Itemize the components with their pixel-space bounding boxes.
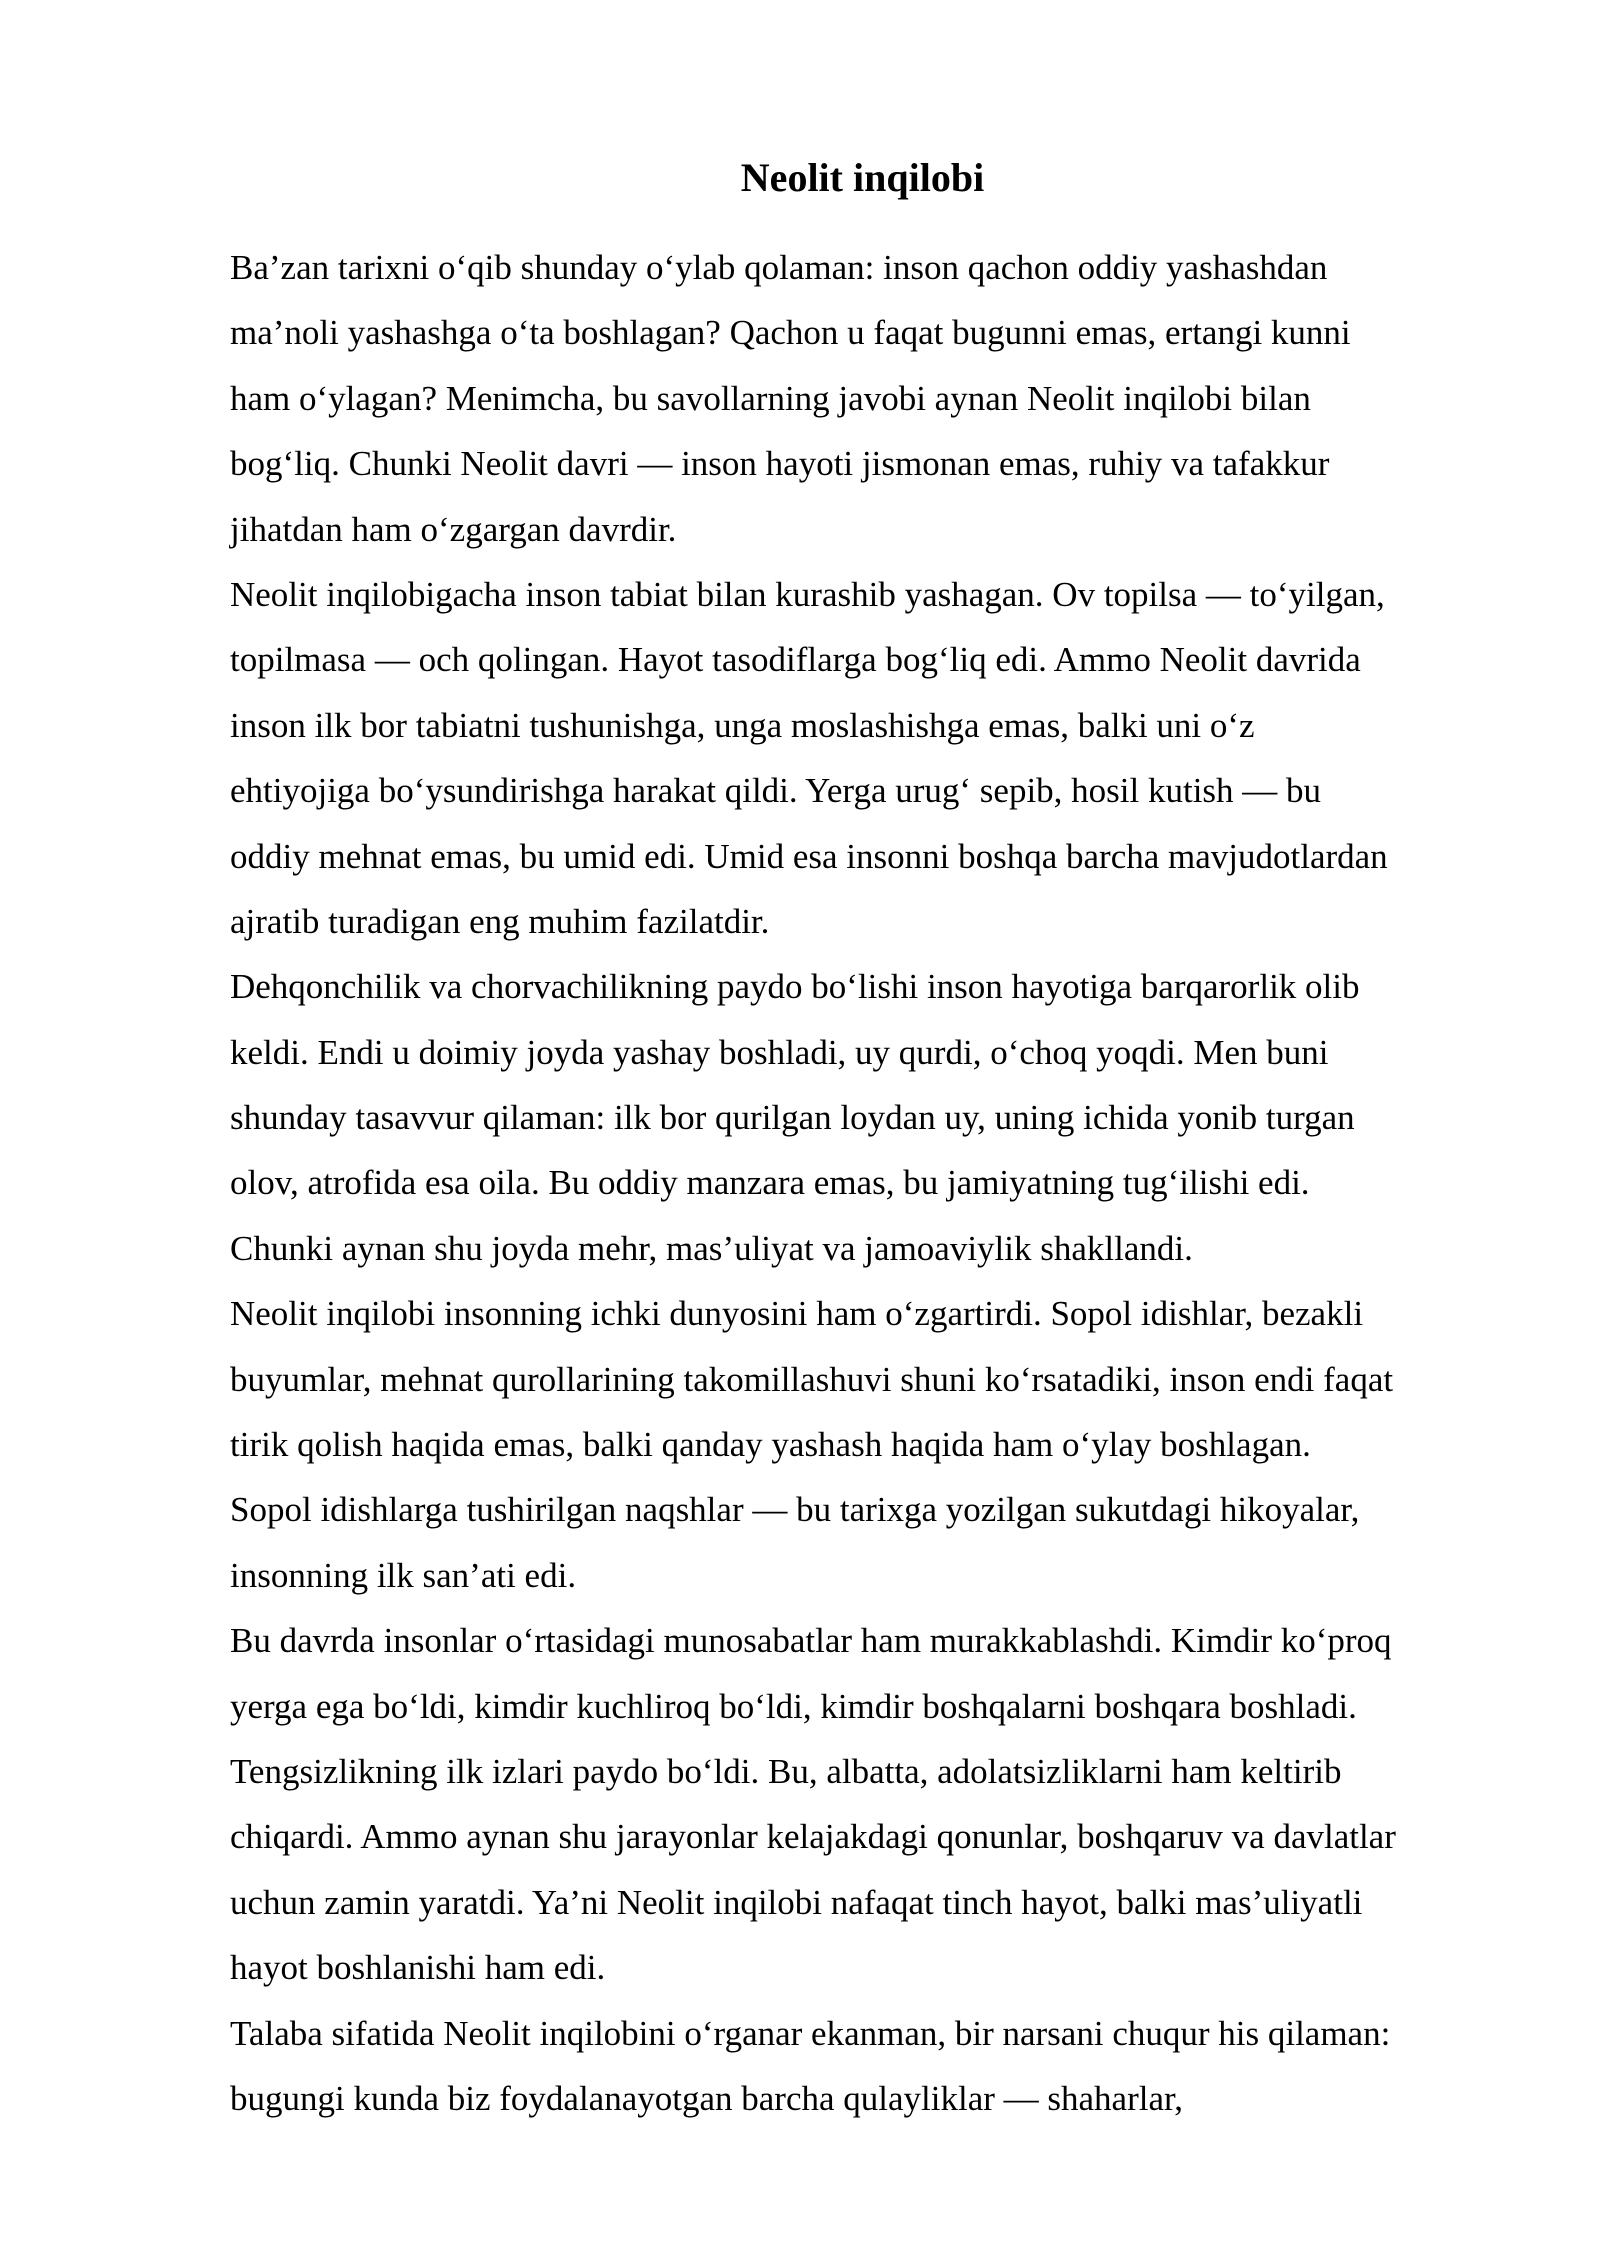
- text-line: topilmasa — och qolingan. Hayot tasodiflarga bog‘liq edi. Ammo Neolit davrida: [230, 640, 1361, 680]
- text-line: jihatdan ham o‘zgargan davrdir.: [230, 509, 677, 549]
- text-line: ham o‘ylagan? Menimcha, bu savollarning javobi aynan Neolit inqilobi bilan: [230, 378, 1311, 418]
- text-line: Neolit inqilobigacha inson tabiat bilan kurashib yashagan. Ov topilsa — to‘yilgan,: [230, 574, 1385, 614]
- text-line: oddiy mehnat emas, bu umid edi. Umid esa insonni boshqa barcha mavjudotlardan: [230, 836, 1388, 876]
- text-line: Sopol idishlarga tushirilgan naqshlar — bu tarixga yozilgan sukutdagi hikoyalar,: [230, 1490, 1360, 1530]
- text-line: Tengsizlikning ilk izlari paydo bo‘ldi. Bu, albatta, adolatsizliklarni ham keltirib: [230, 1751, 1342, 1791]
- text-line: bog‘liq. Chunki Neolit davri — inson hayoti jismonan emas, ruhiy va tafakkur: [230, 444, 1330, 484]
- text-line: shunday tasavvur qilaman: ilk bor qurilgan loydan uy, uning ichida yonib turgan: [230, 1098, 1355, 1138]
- text-line: Dehqonchilik va chorvachilikning paydo bo‘lishi inson hayotiga barqarorlik olib: [230, 967, 1360, 1007]
- text-line: Bu davrda insonlar o‘rtasidagi munosabatlar ham murakkablashdi. Kimdir ko‘proq: [230, 1621, 1392, 1661]
- text-line: inson ilk bor tabiatni tushunishga, unga moslashishga emas, balki uni o‘z: [230, 705, 1255, 745]
- text-line: olov, atrofida esa oila. Bu oddiy manzara emas, bu jamiyatning tug‘ilishi edi.: [230, 1163, 1310, 1203]
- text-line: yerga ega bo‘ldi, kimdir kuchliroq bo‘ldi, kimdir boshqalarni boshqara boshladi.: [230, 1686, 1357, 1726]
- text-line: uchun zamin yaratdi. Ya’ni Neolit inqilobi nafaqat tinch hayot, balki mas’uliyatli: [230, 1882, 1363, 1922]
- text-line: chiqardi. Ammo aynan shu jarayonlar kelajakdagi qonunlar, boshqaruv va davlatlar: [230, 1817, 1396, 1857]
- text-line: ehtiyojiga bo‘ysundirishga harakat qildi. Yerga urug‘ sepib, hosil kutish — bu: [230, 771, 1322, 811]
- text-line: hayot boshlanishi ham edi.: [230, 1948, 606, 1988]
- text-line: Chunki aynan shu joyda mehr, mas’uliyat va jamoaviylik shakllandi.: [230, 1228, 1193, 1268]
- document-body: [230, 235, 1495, 2131]
- text-line: ajratib turadigan eng muhim fazilatdir.: [230, 901, 770, 941]
- text-line: ma’noli yashashga o‘ta boshlagan? Qachon u faqat bugunni emas, ertangi kunni: [230, 313, 1351, 353]
- text-line: bugungi kunda biz foydalanayotgan barcha qulayliklar — shaharlar,: [230, 2078, 1183, 2118]
- text-line: Neolit inqilobi insonning ichki dunyosini ham o‘zgartirdi. Sopol idishlar, bezakli: [230, 1294, 1364, 1334]
- text-line: Talaba sifatida Neolit inqilobini o‘rganar ekanman, bir narsani chuqur his qilaman:: [230, 2013, 1391, 2053]
- document-title: Neolit inqilobi: [740, 155, 985, 200]
- text-line: buyumlar, mehnat qurollarining takomillashuvi shuni ko‘rsatadiki, inson endi faqat: [230, 1359, 1394, 1399]
- text-line: tirik qolish haqida emas, balki qanday yashash haqida ham o‘ylay boshlagan.: [230, 1425, 1311, 1465]
- text-line: keldi. Endi u doimiy joyda yashay boshladi, uy qurdi, o‘choq yoqdi. Men buni: [230, 1032, 1329, 1072]
- text-line: insonning ilk san’ati edi.: [230, 1555, 577, 1595]
- text-line: Ba’zan tarixni o‘qib shunday o‘ylab qolaman: inson qachon oddiy yashashdan: [230, 248, 1328, 287]
